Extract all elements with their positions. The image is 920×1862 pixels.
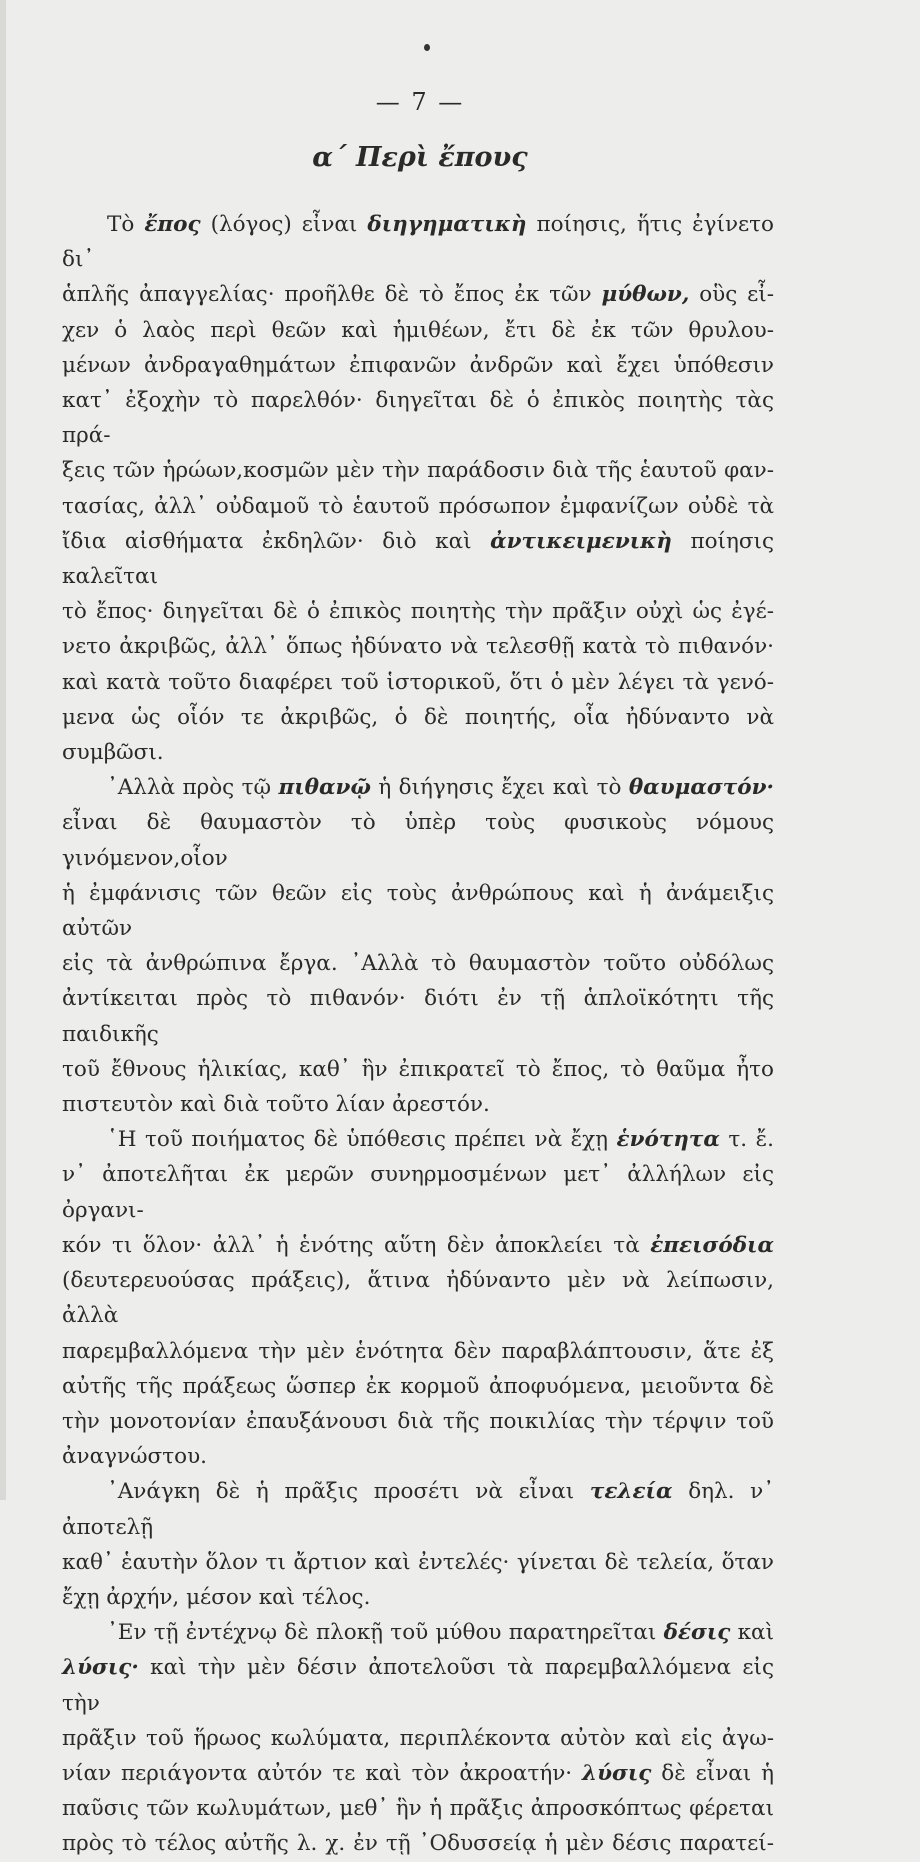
text-line: λύσις· καὶ τὴν μὲν δέσιν ἀποτελοῦσι τὰ παρεμβαλλόμενα εἰς τὴν bbox=[62, 1655, 774, 1716]
text-line: ξεις τῶν ἡρώων,κοσμῶν μὲν τὴν παράδοσιν διὰ τῆς ἑαυτοῦ φαν- bbox=[62, 458, 774, 484]
emphasized-term: μύθων, bbox=[601, 282, 690, 308]
text-line: ἔχῃ ἀρχήν, μέσον καὶ τέλος. bbox=[62, 1584, 371, 1610]
text-line: Τὸ ἔπος (λόγος) εἶναι διηγηματικὴ ποίησις, ἥτις ἐγίνετο δι᾿ bbox=[62, 212, 775, 273]
text-line: κατ᾿ ἐξοχὴν τὸ παρελθόν· διηγεῖται δὲ ὁ ἐπικὸς ποιητὴς τὰς πρά- bbox=[62, 388, 774, 449]
emphasized-term: ἐπεισόδια bbox=[650, 1232, 774, 1258]
text-line: πιστευτὸν καὶ διὰ τοῦτο λίαν ἀρεστόν. bbox=[62, 1092, 490, 1118]
text-line: χεν ὁ λαὸς περὶ θεῶν καὶ ἡμιθέων, ἔτι δὲ ἐκ τῶν θρυλου- bbox=[62, 317, 774, 343]
text-line: μενα ὡς οἷόν τε ἀκριβῶς, ὁ δὲ ποιητής, οἷα ἠδύναντο νὰ συμβῶσι. bbox=[62, 704, 774, 766]
text-line: ν᾿ ἀποτελῆται ἐκ μερῶν συνηρμοσμένων μετ᾿ ἀλλήλων εἰς ὀργανι- bbox=[62, 1162, 774, 1223]
text-line: τὴν μονοτονίαν ἐπαυξάνουσι διὰ τῆς ποικιλίας τὴν τέρψιν τοῦ bbox=[62, 1408, 774, 1434]
text-line: ἀναγνώστου. bbox=[62, 1444, 207, 1470]
text-line: παῦσις τῶν κωλυμάτων, μεθ᾿ ἣν ἡ πρᾶξις ἀπροσκόπτως φέρεται bbox=[62, 1796, 774, 1822]
text-line: ἀντίκειται πρὸς τὸ πιθανόν· διότι ἐν τῇ ἁπλοϊκότητι τῆς παιδικῆς bbox=[62, 986, 774, 1047]
emphasized-term: ἔπος bbox=[144, 212, 201, 237]
text-line: παρεμβαλλόμενα τὴν μὲν ἑνότητα δὲν παραβλάπτουσιν, ἅτε ἐξ bbox=[62, 1338, 774, 1364]
page-number: — 7 — bbox=[375, 88, 465, 116]
emphasized-term: λύσις· bbox=[62, 1655, 139, 1681]
text-line: τὸ ἔπος· διηγεῖται δὲ ὁ ἐπικὸς ποιητὴς τὴν πρᾶξιν οὐχὶ ὡς ἐγέ- bbox=[62, 599, 774, 625]
text-line: πρὸς τὸ τέλος αὐτῆς λ. χ. ἐν τῇ ᾿Οδυσσείᾳ ἡ μὲν δέσις παρατεί- bbox=[62, 1831, 774, 1857]
text-line: ᾿Αλλὰ πρὸς τῷ πιθανῷ ἡ διήγησις ἔχει καὶ τὸ θαυμαστόν· bbox=[107, 775, 774, 801]
emphasized-term: θαυμαστόν· bbox=[628, 775, 774, 801]
text-line: (δευτερευούσας πράξεις), ἅτινα ἠδύναντο μὲν νὰ λείπωσιν, ἀλλὰ bbox=[62, 1268, 774, 1329]
page-edge bbox=[0, 0, 6, 1500]
text-line: πρᾶξιν τοῦ ἥρωος κωλύματα, περιπλέκοντα αὐτὸν καὶ εἰς ἀγω- bbox=[62, 1725, 774, 1751]
emphasized-term: ἑνότητα bbox=[616, 1127, 720, 1153]
text-line: ῾Η τοῦ ποιήματος δὲ ὑπόθεσις πρέπει νὰ ἔχῃ ἑνότητα τ. ἔ. bbox=[107, 1127, 774, 1153]
text-line: αὐτῆς τῆς πράξεως ὥσπερ ἐκ κορμοῦ ἀποφυόμενα, μειοῦντα δὲ bbox=[62, 1373, 774, 1399]
text-line: τοῦ ἔθνους ἡλικίας, καθ᾿ ἣν ἐπικρατεῖ τὸ ἔπος, τὸ θαῦμα ἦτο bbox=[62, 1056, 774, 1082]
emphasized-term: διηγηματικὴ bbox=[367, 212, 527, 237]
text-line: καὶ κατὰ τοῦτο διαφέρει τοῦ ἱστορικοῦ, ὅτι ὁ μὲν λέγει τὰ γενό- bbox=[62, 669, 774, 695]
text-line: ᾿Ανάγκη δὲ ἡ πρᾶξις προσέτι νὰ εἶναι τελεία δηλ. ν᾿ ἀποτελῇ bbox=[62, 1479, 774, 1540]
text-line: κόν τι ὅλον· ἀλλ᾿ ἡ ἑνότης αὕτη δὲν ἀποκλείει τὰ ἐπεισόδια bbox=[62, 1232, 774, 1258]
text-line: ἴδια αἰσθήματα ἐκδηλῶν· διὸ καὶ ἀντικειμενικὴ ποίησις καλεῖται bbox=[62, 528, 774, 590]
text-line: νίαν περιάγοντα αὐτόν τε καὶ τὸν ἀκροατήν· λύσις δὲ εἶναι ἡ bbox=[62, 1760, 774, 1786]
body-text bbox=[62, 207, 774, 1862]
text-line: νετο ἀκριβῶς, ἀλλ᾿ ὅπως ἠδύνατο νὰ τελεσθῇ κατὰ τὸ πιθανόν· bbox=[62, 634, 774, 660]
emphasized-term: ἀντικειμενικὴ bbox=[490, 528, 672, 554]
print-speck bbox=[424, 44, 430, 51]
emphasized-term: τελεία bbox=[589, 1479, 673, 1505]
text-line: ᾿Εν τῇ ἐντέχνῳ δὲ πλοκῇ τοῦ μύθου παρατηρεῖται δέσις καὶ bbox=[107, 1620, 774, 1646]
text-line: εἶναι δὲ θαυμαστὸν τὸ ὑπὲρ τοὺς φυσικοὺς νόμους γινόμενον,οἷον bbox=[62, 810, 774, 871]
text-line: τασίας, ἀλλ᾿ οὐδαμοῦ τὸ ἑαυτοῦ πρόσωπον ἐμφανίζων οὐδὲ τὰ bbox=[62, 493, 774, 519]
section-title: α΄ Περὶ ἔπους bbox=[312, 142, 528, 173]
text-line: ἡ ἐμφάνισις τῶν θεῶν εἰς τοὺς ἀνθρώπους καὶ ἡ ἀνάμειξις αὐτῶν bbox=[62, 880, 774, 942]
text-line: εἰς τὰ ἀνθρώπινα ἔργα. ᾿Αλλὰ τὸ θαυμαστὸν τοῦτο οὐδόλως bbox=[62, 951, 774, 977]
emphasized-term: λύσις bbox=[582, 1760, 652, 1786]
text-line: καθ᾿ ἑαυτὴν ὅλον τι ἄρτιον καὶ ἐντελές· γίνεται δὲ τελεία, ὅταν bbox=[62, 1549, 774, 1575]
text-line: μένων ἀνδραγαθημάτων ἐπιφανῶν ἀνδρῶν καὶ ἔχει ὑπόθεσιν bbox=[62, 352, 774, 378]
emphasized-term: πιθανῷ bbox=[278, 775, 371, 801]
emphasized-term: δέσις bbox=[663, 1620, 731, 1646]
text-line: ἁπλῆς ἀπαγγελίας· προῆλθε δὲ τὸ ἔπος ἐκ τῶν μύθων, οὓς εἶ- bbox=[62, 282, 774, 308]
